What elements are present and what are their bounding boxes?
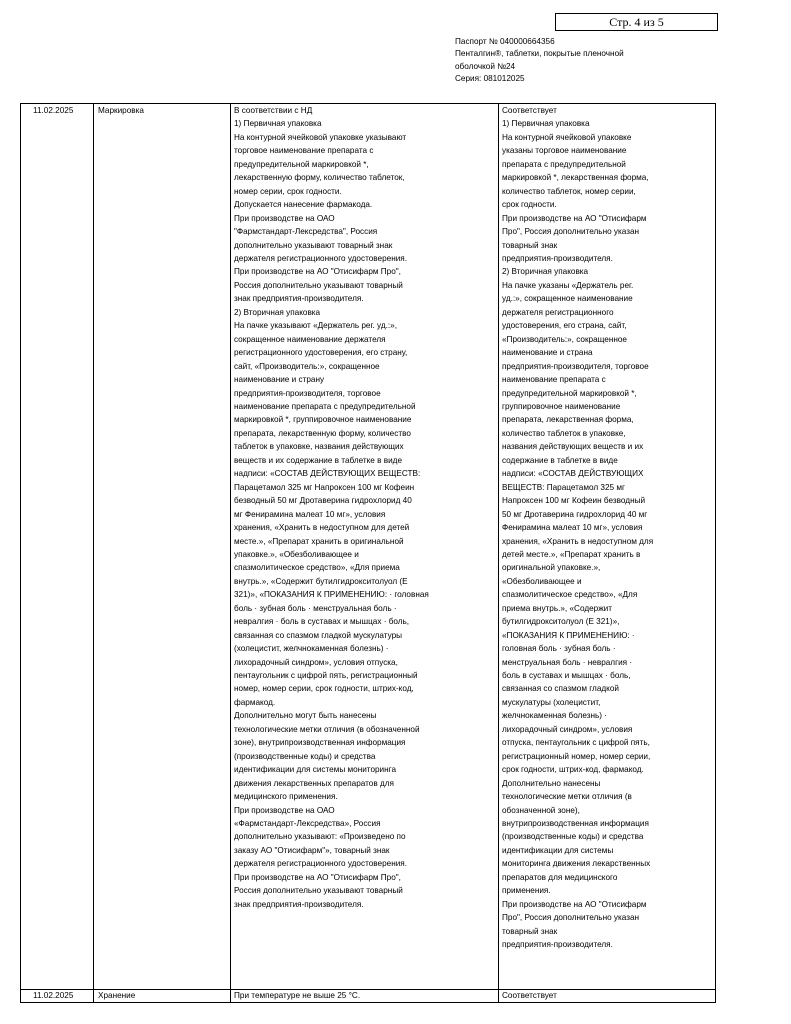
requirement-line: 1) Первичная упаковка <box>234 119 322 129</box>
requirement-cell <box>231 990 499 1003</box>
requirement-line: упаковке.», «Обезболивающее и <box>234 549 359 559</box>
result-line: Фенирамина малеат 10 мг», условия <box>502 523 643 533</box>
result-line: бутилгидрокситолуол (E 321)», <box>502 617 620 627</box>
result-line: При производстве на АО "Отисифарм <box>502 213 647 223</box>
result-line: держателя регистрационного <box>502 307 614 317</box>
result-line: Напроксен 100 мг Кофеин безводный <box>502 496 646 506</box>
result-line: количество таблеток, номер серии, <box>502 186 636 196</box>
requirement-line: знак предприятия-производителя. <box>234 294 364 304</box>
result-line: лихорадочный синдром», условия <box>502 724 633 734</box>
result-line: группировочное наименование <box>502 401 621 411</box>
result-line: При производстве на АО "Отисифарм <box>502 899 647 909</box>
result-line: препаратов для медицинского <box>502 872 618 882</box>
requirement-line: держателя регистрационного удостоверения. <box>234 253 408 263</box>
result-line: спазмолитическое средство», «Для <box>502 590 638 600</box>
requirement-line: регистрационного удостоверения, его страну, <box>234 348 408 358</box>
requirement-line: наименование препарата с предупредительной <box>234 401 416 411</box>
result-line: (производственные коды) и средства <box>502 832 644 842</box>
result-line: препарата, лекарственная форма, <box>502 415 634 425</box>
requirement-line: спазмолитическое средство», «Для приема <box>234 563 400 573</box>
result-line: головная боль · зубная боль · <box>502 644 616 654</box>
result-line: срок годности, штрих-код, фармакод. <box>502 765 644 775</box>
requirement-line: предупредительной маркировкой *, <box>234 159 369 169</box>
result-line: предприятия-производителя, торговое <box>502 361 649 371</box>
requirement-line: "Фармстандарт-Лексредства", Россия <box>234 227 378 237</box>
requirement-line: «Фармстандарт-Лексредства», Россия <box>234 819 381 829</box>
requirement-cell <box>231 104 499 990</box>
requirement-line: дополнительно указывают: «Произведено по <box>234 832 406 842</box>
requirement-line: лихорадочный синдром», условия отпуска, <box>234 657 398 667</box>
requirement-line: лекарственную форму, количество таблеток, <box>234 173 405 183</box>
requirement-line: боль · зубная боль · менструальная боль · <box>234 603 397 613</box>
result-line: срок годности. <box>502 200 557 210</box>
result-line: удостоверения, его страна, сайт, <box>502 321 627 331</box>
test-name-cell: Хранение <box>94 990 231 1003</box>
result-line: регистрационный номер, номер серии, <box>502 751 651 761</box>
test-name-cell: Маркировка <box>94 104 231 990</box>
result-line: менструальная боль · невралгия · <box>502 657 633 667</box>
passport-line: Пенталгин®, таблетки, покрытые пленочной <box>455 49 624 59</box>
requirement-line: Россия дополнительно указывают товарный <box>234 886 403 896</box>
result-line: указаны торговое наименование <box>502 146 627 156</box>
requirement-line: знак предприятия-производителя. <box>234 899 364 909</box>
result-line: предупредительной маркировкой *, <box>502 388 637 398</box>
requirement-line: наименование и страну <box>234 375 325 385</box>
requirement-line: технологические метки отличия (в обозначенной <box>234 724 420 734</box>
requirement-line: (холецистит, желчнокаменная болезнь) · <box>234 644 389 654</box>
result-line: ВЕЩЕСТВ: Парацетамол 325 мг <box>502 482 625 492</box>
result-line: детей месте.», «Препарат хранить в <box>502 549 641 559</box>
result-line: 50 мг Дротаверина гидрохлорид 40 мг <box>502 509 648 519</box>
result-line: На контурной ячейковой упаковке <box>502 132 632 142</box>
test-date-cell: 11.02.2025 <box>21 990 94 1003</box>
requirement-line: заказу АО "Отисифарм"», товарный знак <box>234 845 390 855</box>
result-line: наименование препарата с <box>502 375 606 385</box>
requirement-line: пентаугольник с цифрой пять, регистрационный <box>234 671 418 681</box>
passport-header <box>455 36 675 86</box>
requirement-line: На пачке указывают «Держатель рег. уд.:», <box>234 321 397 331</box>
requirement-line: При производстве на ОАО <box>234 213 335 223</box>
result-line: маркировкой *, лекарственная форма, <box>502 173 649 183</box>
result-line: товарный знак <box>502 926 558 936</box>
result-line: предприятия-производителя. <box>502 253 613 263</box>
result-cell <box>499 990 716 1003</box>
requirement-line: хранения, «Хранить в недоступном для детей <box>234 523 410 533</box>
result-line: содержание в таблетке в виде <box>502 455 618 465</box>
result-line: товарный знак <box>502 240 558 250</box>
requirement-line: сайт, «Производитель:», сокращенное <box>234 361 380 371</box>
requirement-line: На контурной ячейковой упаковке указывают <box>234 132 407 142</box>
result-line: мускулатуры (холецистит, <box>502 697 601 707</box>
passport-line: Паспорт № 040000664356 <box>455 37 555 46</box>
requirement-line: препарата, лекарственную форму, количество <box>234 428 411 438</box>
requirement-line: надписи: «СОСТАВ ДЕЙСТВУЮЩИХ ВЕЩЕСТВ: <box>234 469 421 479</box>
requirement-line: 321)», «ПОКАЗАНИЯ К ПРИМЕНЕНИЮ: · головная <box>234 590 429 600</box>
requirement-line: фармакод. <box>234 697 276 707</box>
requirement-line: держателя регистрационного удостоверения. <box>234 859 408 869</box>
result-line: Соответствует <box>502 991 557 1000</box>
result-line: названия действующих веществ и их <box>502 442 644 452</box>
result-line: «ПОКАЗАНИЯ К ПРИМЕНЕНИЮ: · <box>502 630 635 640</box>
requirement-line: Допускается нанесение фармакода. <box>234 200 373 210</box>
requirement-line: сокращенное наименование держателя <box>234 334 386 344</box>
requirement-line: Россия дополнительно указывают товарный <box>234 280 403 290</box>
requirement-line: идентификации для системы мониторинга <box>234 765 397 775</box>
requirement-line: В соответствии с НД <box>234 106 313 115</box>
result-line: технологические метки отличия (в <box>502 792 632 802</box>
result-line: применения. <box>502 886 551 896</box>
page-number-box: Стр. 4 из 5 <box>555 13 718 31</box>
result-line: связанная со спазмом гладкой <box>502 684 619 694</box>
requirement-line: мг Фенирамина малеат 10 мг», условия <box>234 509 386 519</box>
result-line: внутрипроизводственная информация <box>502 819 649 829</box>
requirement-line: невралгия · боль в суставах и мышцах · боль, <box>234 617 410 627</box>
result-line: приема внутрь.», «Содержит <box>502 603 613 613</box>
result-line: Соответствует <box>502 106 557 115</box>
requirement-line: дополнительно указывают товарный знак <box>234 240 393 250</box>
passport-line: Серия: 081012025 <box>455 74 525 84</box>
result-line: Про", Россия дополнительно указан <box>502 227 640 237</box>
requirement-line: медицинского применения. <box>234 792 338 802</box>
result-line: идентификации для системы <box>502 845 614 855</box>
result-line: На пачке указаны «Держатель рег. <box>502 280 634 290</box>
table-row <box>21 104 716 990</box>
requirement-line: предприятия-производителя, торговое <box>234 388 381 398</box>
result-line: препарата с предупредительной <box>502 159 626 169</box>
requirement-line: При температуре не выше 25 °С. <box>234 991 361 1000</box>
requirement-line: движения лекарственных препаратов для <box>234 778 394 788</box>
result-line: «Производитель:», сокращенное <box>502 334 627 344</box>
result-line: 2) Вторичная упаковка <box>502 267 589 277</box>
result-line: уд.:», сокращенное наименование <box>502 294 633 304</box>
requirement-line: зоне), внутрипроизводственная информация <box>234 738 406 748</box>
result-line: обозначенной зоне), <box>502 805 580 815</box>
requirement-line: Парацетамол 325 мг Напроксен 100 мг Кофеин <box>234 482 415 492</box>
result-line: отпуска, пентаугольник с цифрой пять, <box>502 738 650 748</box>
result-line: хранения, «Хранить в недоступном для <box>502 536 654 546</box>
test-date-cell: 11.02.2025 <box>21 104 94 990</box>
result-cell <box>499 104 716 990</box>
requirement-line: внутрь.», «Содержит бутилгидрокситолуол (E <box>234 576 408 586</box>
requirement-line: связанная со спазмом гладкой мускулатуры <box>234 630 403 640</box>
requirement-line: таблеток в упаковке, названия действующих <box>234 442 404 452</box>
results-table-body <box>21 104 716 1003</box>
result-line: наименование и страна <box>502 348 593 358</box>
table-row <box>21 990 716 1003</box>
result-line: надписи: «СОСТАВ ДЕЙСТВУЮЩИХ <box>502 469 644 479</box>
requirement-line: маркировкой *, группировочное наименование <box>234 415 412 425</box>
requirement-line: месте.», «Препарат хранить в оригинальной <box>234 536 404 546</box>
result-line: мониторинга движения лекарственных <box>502 859 651 869</box>
requirement-line: торговое наименование препарата с <box>234 146 374 156</box>
results-table <box>20 103 716 1003</box>
result-line: количество таблеток в упаковке, <box>502 428 626 438</box>
result-line: желчнокаменная болезнь) · <box>502 711 607 721</box>
result-line: Дополнительно нанесены <box>502 778 601 788</box>
result-line: боль в суставах и мышцах · боль, <box>502 671 631 681</box>
result-line: предприятия-производителя. <box>502 940 613 950</box>
requirement-line: При производстве на ОАО <box>234 805 335 815</box>
result-line: Про", Россия дополнительно указан <box>502 913 640 923</box>
requirement-line: номер серии, срок годности. <box>234 186 342 196</box>
requirement-line: номер, номер серии, срок годности, штрих-код, <box>234 684 414 694</box>
result-line: оригинальной упаковке.», <box>502 563 601 573</box>
requirement-line: безводный 50 мг Дротаверина гидрохлорид 40 <box>234 496 412 506</box>
requirement-line: веществ и их содержание в таблетке в виде <box>234 455 403 465</box>
requirement-line: При производстве на АО "Отисифарм Про", <box>234 872 401 882</box>
result-line: 1) Первичная упаковка <box>502 119 590 129</box>
requirement-line: (производственные коды) и средства <box>234 751 376 761</box>
passport-line: оболочкой №24 <box>455 61 516 71</box>
result-line: «Обезболивающее и <box>502 576 582 586</box>
requirement-line: При производстве на АО "Отисифарм Про", <box>234 267 401 277</box>
requirement-line: Дополнительно могут быть нанесены <box>234 711 377 721</box>
requirement-line: 2) Вторичная упаковка <box>234 307 321 317</box>
